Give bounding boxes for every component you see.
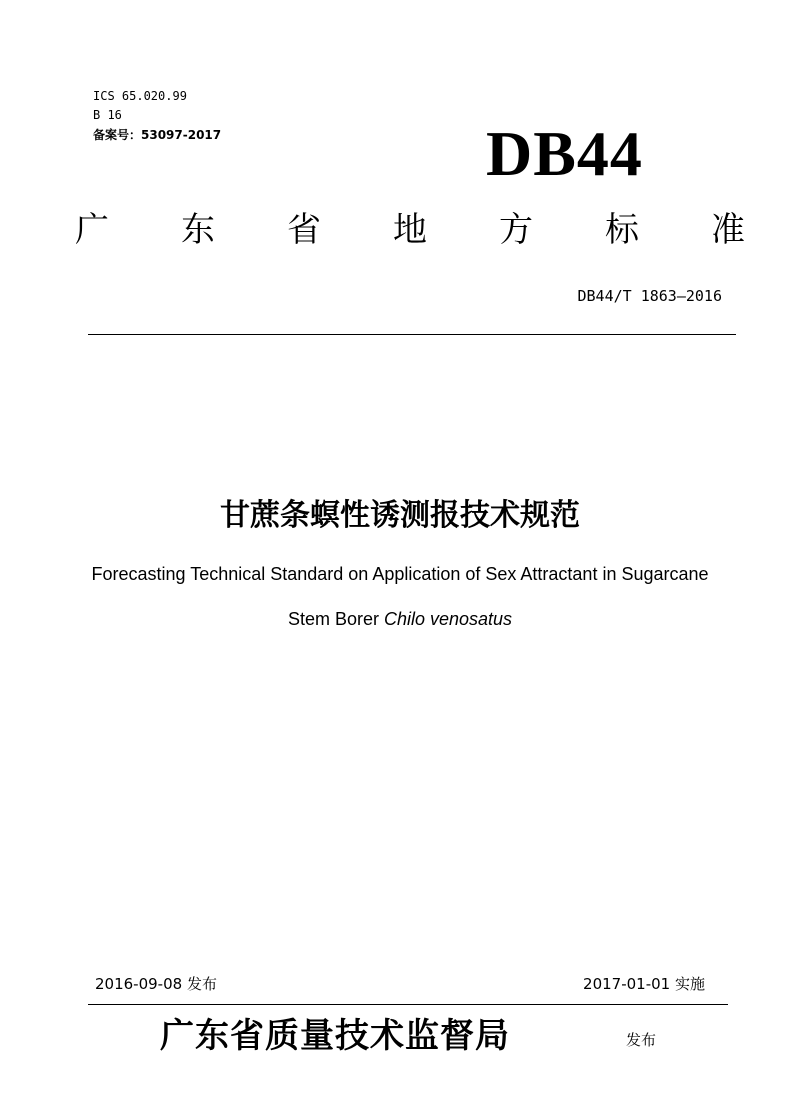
standard-number: DB44/T 1863—2016 <box>577 287 722 305</box>
title-english-line1: Forecasting Technical Standard on Application of Sex Attractant in Sugarcane <box>91 564 709 584</box>
filing-number: 备案号：53097-2017 <box>93 128 222 142</box>
standard-type-char: 标 <box>605 210 639 250</box>
standard-type-char: 广 <box>75 210 109 250</box>
release-date: 2016-09-08 发布 <box>95 975 217 993</box>
title-english-plain: Stem Borer <box>287 609 384 629</box>
title-english-scientific-name: Chilo venosatus <box>383 609 513 629</box>
standard-type-char: 方 <box>499 210 533 250</box>
db44-logo: DB44 <box>486 118 643 189</box>
footer-divider <box>88 1004 728 1005</box>
standard-type-char: 省 <box>287 210 321 250</box>
standard-type-char: 东 <box>181 210 215 250</box>
standard-type-title <box>70 208 750 252</box>
issuer-name: 广东省质量技术监督局 <box>160 1016 510 1056</box>
standard-type-char: 地 <box>393 210 427 250</box>
ics-code: ICS 65.020.99 <box>93 89 187 103</box>
standard-type-char: 准 <box>711 210 745 250</box>
ccs-code: B 16 <box>93 108 122 122</box>
title-english-line2 <box>0 607 800 631</box>
header-divider <box>88 334 736 335</box>
title-chinese: 甘蔗条螟性诱测报技术规范 <box>220 498 580 533</box>
implementation-date: 2017-01-01 实施 <box>583 975 705 993</box>
issuer-suffix: 发布 <box>626 1031 657 1049</box>
